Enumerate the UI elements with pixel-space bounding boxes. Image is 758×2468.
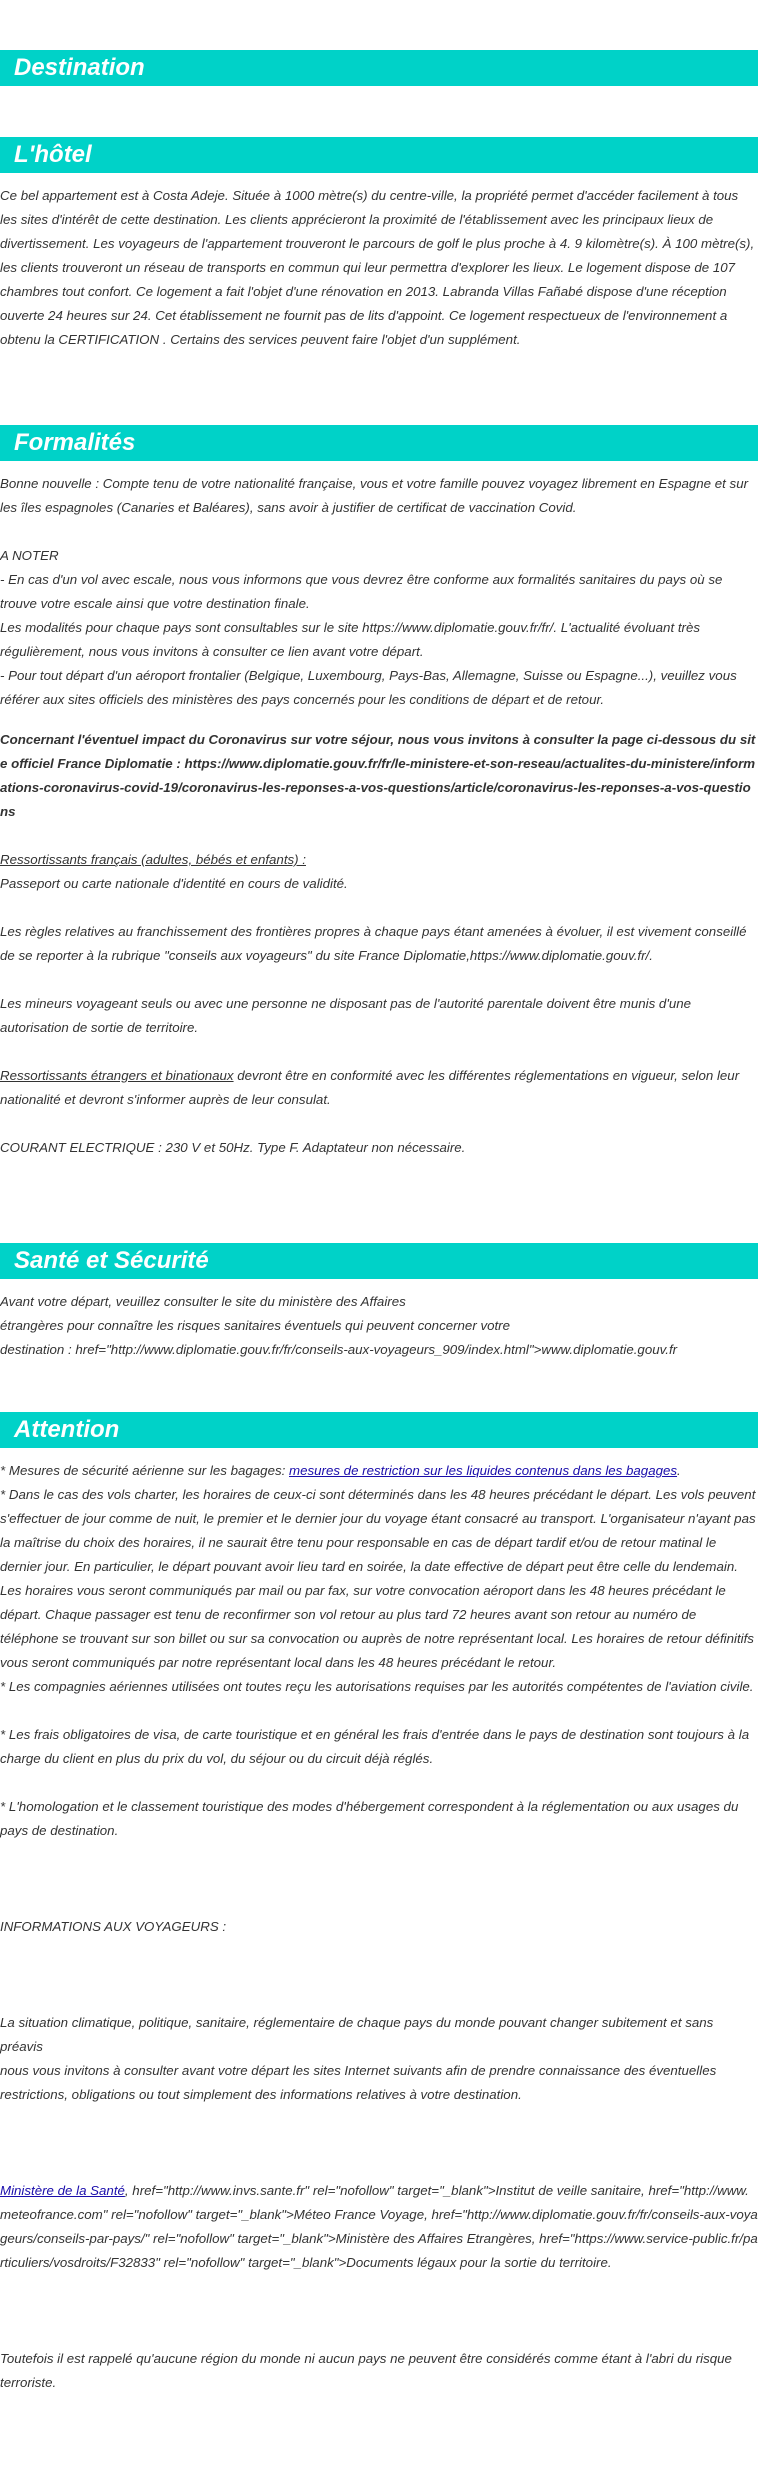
covid-notice: Concernant l'éventuel impact du Coronavirus sur votre séjour, nous vous invitons à consulter la page ci-dessous du site officiel France Diplomatie : https://www.diplomatie.gouv.fr/fr/le-ministere-et-son-reseau/actualites-du-ministere/informations-coronavirus-covid-19/coronavirus-les-reponses-a-vos-questions/article/coronavirus-les-reponses-a-vos-questions: [0, 732, 756, 819]
ressortissants-fr-label: Ressortissants français (adultes, bébés et enfants) :: [0, 852, 306, 867]
section-header-sante: [0, 1243, 758, 1279]
section-header-destination: [0, 50, 758, 86]
noter-item: - En cas d'un vol avec escale, nous vous informons que vous devrez être conforme aux formalités sanitaires du pays où se trouve votre escale ainsi que votre destination finale.: [0, 572, 723, 611]
frais-obligatoires: * Les frais obligatoires de visa, de carte touristique et en général les frais d'entrée dans le pays de destination sont toujours à la charge du client en plus du prix du vol, du séjour ou du circuit déjà réglés.: [0, 1727, 750, 1766]
etrangers-text: devront être en conformité avec les différentes réglementations en vigueur, selon leur nationalité et devront s'informer auprès de leur consulat.: [0, 1068, 740, 1107]
situation-text: nous vous invitons à consulter avant votre départ les sites Internet suivants afin de prendre connaissance des éventuelles restrictions, obligations ou tout simplement des informations relatives à votre destination.: [0, 2063, 717, 2102]
sites-officiels-text: , href="http://www.invs.sante.fr" rel="nofollow" target="_blank">Institut de veille sanitaire, href="http://www.meteofrance.com" rel="nofollow" target="_blank">Méteo France Voyage, href="http://www.diplomatie.gouv.fr/fr/conseils-aux-voyageurs/conseils-par-pays/" rel="nofollow" target="_blank">Ministère des Affaires Etrangères, href="https://www.service-public.fr/particuliers/vosdroits/F32833" rel="nofollow" target="_blank">Documents légaux pour la sortie du territoire.: [0, 2183, 758, 2270]
regles-frontieres: Les règles relatives au franchissement des frontières propres à chaque pays étant amenées à évoluer, il est vivement conseillé de se reporter à la rubrique "conseils aux voyageurs" du site France Diplomatie,https://www.diplomatie.gouv.fr/.: [0, 924, 747, 963]
noter-title: A NOTER: [0, 548, 59, 563]
ministere-sante-link[interactable]: Ministère de la Santé: [0, 2183, 125, 2198]
compagnies-aeriennes: * Les compagnies aériennes utilisées ont toutes reçu les autorisations requises par les autorités compétentes de l'aviation civile.: [0, 1679, 754, 1694]
restriction-liquides-link[interactable]: mesures de restriction sur les liquides contenus dans les bagages: [289, 1463, 678, 1478]
homologation: * L'homologation et le classement touristique des modes d'hébergement correspondent à la réglementation ou aux usages du pays de destination.: [0, 1799, 739, 1838]
securite-prefix: * Mesures de sécurité aérienne sur les bagages:: [0, 1463, 289, 1478]
sante-content: [0, 1290, 758, 1362]
sante-line: Avant votre départ, veuillez consulter le site du ministère des Affaires: [0, 1294, 406, 1309]
hotel-description: [0, 184, 758, 352]
info-voyageurs-title: INFORMATIONS AUX VOYAGEURS :: [0, 1919, 227, 1934]
sites-officiels: [0, 2179, 758, 2275]
section-header-formalites: [0, 425, 758, 461]
etrangers-label: Ressortissants étrangers et binationaux: [0, 1068, 234, 1083]
section-title: L'hôtel: [14, 141, 92, 168]
situation-text: La situation climatique, politique, sanitaire, réglementaire de chaque pays du monde pouvant changer subitement et sans préavis: [0, 2015, 714, 2054]
ressortissants-fr-text: Passeport ou carte nationale d'identité en cours de validité.: [0, 876, 348, 891]
courant-electrique: COURANT ELECTRIQUE : 230 V et 50Hz. Type F. Adaptateur non nécessaire.: [0, 1140, 466, 1155]
attention-content: [0, 1459, 758, 2395]
section-header-attention: [0, 1412, 758, 1448]
terrorisme-notice: Toutefois il est rappelé qu'aucune région du monde ni aucun pays ne peuvent être considérés comme étant à l'abri du risque terroriste.: [0, 2351, 732, 2390]
noter-item: - Pour tout départ d'un aéroport frontalier (Belgique, Luxembourg, Pays-Bas, Allemagne, Suisse ou Espagne...), veuillez vous référer aux sites officiels des ministères des pays concernés pour les conditions de départ et de retour.: [0, 668, 737, 707]
etrangers-notice: [0, 1064, 758, 1112]
section-title: Formalités: [14, 429, 136, 456]
hotel-text: Ce bel appartement est à Costa Adeje. Située à 1000 mètre(s) du centre-ville, la propriété permet d'accéder facilement à tous les sites d'intérêt de cette destination. Les clients apprécieront la proximité de l'établissement avec les principaux lieux de divertissement. Les voyageurs de l'appartement trouveront le parcours de golf le plus proche à 4. 9 kilomètre(s). À 100 mètre(s), les clients trouveront un réseau de transports en commun qui leur permettra d'explorer les lieux. Le logement dispose de 107 chambres tout confort. Ce logement a fait l'objet d'une rénovation en 2013. Labranda Villas Fañabé dispose d'une réception ouverte 24 heures sur 24. Cet établissement ne fournit pas de lits d'appoint. Ce logement respectueux de l'environnement a obtenu la CERTIFICATION . Certains des services peuvent faire l'objet d'un supplément.: [0, 188, 755, 347]
section-header-hotel: [0, 137, 758, 173]
section-title: Destination: [14, 54, 145, 81]
sante-line: destination : href="http://www.diplomatie.gouv.fr/fr/conseils-aux-voyageurs_909/index.html">www.diplomatie.gouv.fr: [0, 1342, 678, 1357]
securite-suffix: .: [677, 1463, 681, 1478]
securite-bagages: [0, 1459, 758, 1483]
noter-item: Les modalités pour chaque pays sont consultables sur le site https://www.diplomatie.gouv.fr/fr/. L'actualité évoluant très régulièrement, nous vous invitons à consulter ce lien avant votre départ.: [0, 620, 701, 659]
mineurs-notice: Les mineurs voyageant seuls ou avec une personne ne disposant pas de l'autorité parentale doivent être munis d'une autorisation de sortie de territoire.: [0, 996, 692, 1035]
sante-line: étrangères pour connaître les risques sanitaires éventuels qui peuvent concerner votre: [0, 1318, 511, 1333]
formalites-content: [0, 472, 758, 1160]
section-title: Attention: [14, 1416, 120, 1443]
formalites-intro: Bonne nouvelle : Compte tenu de votre nationalité française, vous et votre famille pouvez voyagez librement en Espagne et sur les îles espagnoles (Canaries et Baléares), sans avoir à justifier de certificat de vaccination Covid.: [0, 476, 749, 515]
section-title: Santé et Sécurité: [14, 1247, 209, 1274]
vols-charter: * Dans le cas des vols charter, les horaires de ceux-ci sont déterminés dans les 48 heures précédant le départ. Les vols peuvent s'effectuer de jour comme de nuit, le premier et le dernier jour du voyage étant consacré au transport. L'organisateur n'ayant pas la maîtrise du choix des horaires, il ne saurait être tenu pour responsable en cas de départ tardif et/ou de retour matinal le dernier jour. En particulier, le départ pouvant avoir lieu tard en soirée, la date effective de départ peut être celle du lendemain. Les horaires vous seront communiqués par mail ou par fax, sur votre convocation aéroport dans les 48 heures précédant le départ. Chaque passager est tenu de reconfirmer son vol retour au plus tard 72 heures avant son retour au numéro de téléphone se trouvant sur son billet ou sur sa convocation ou auprès de notre représentant local. Les horaires de retour définitifs vous seront communiqués par notre représentant local dans les 48 heures précédant le retour.: [0, 1487, 756, 1670]
